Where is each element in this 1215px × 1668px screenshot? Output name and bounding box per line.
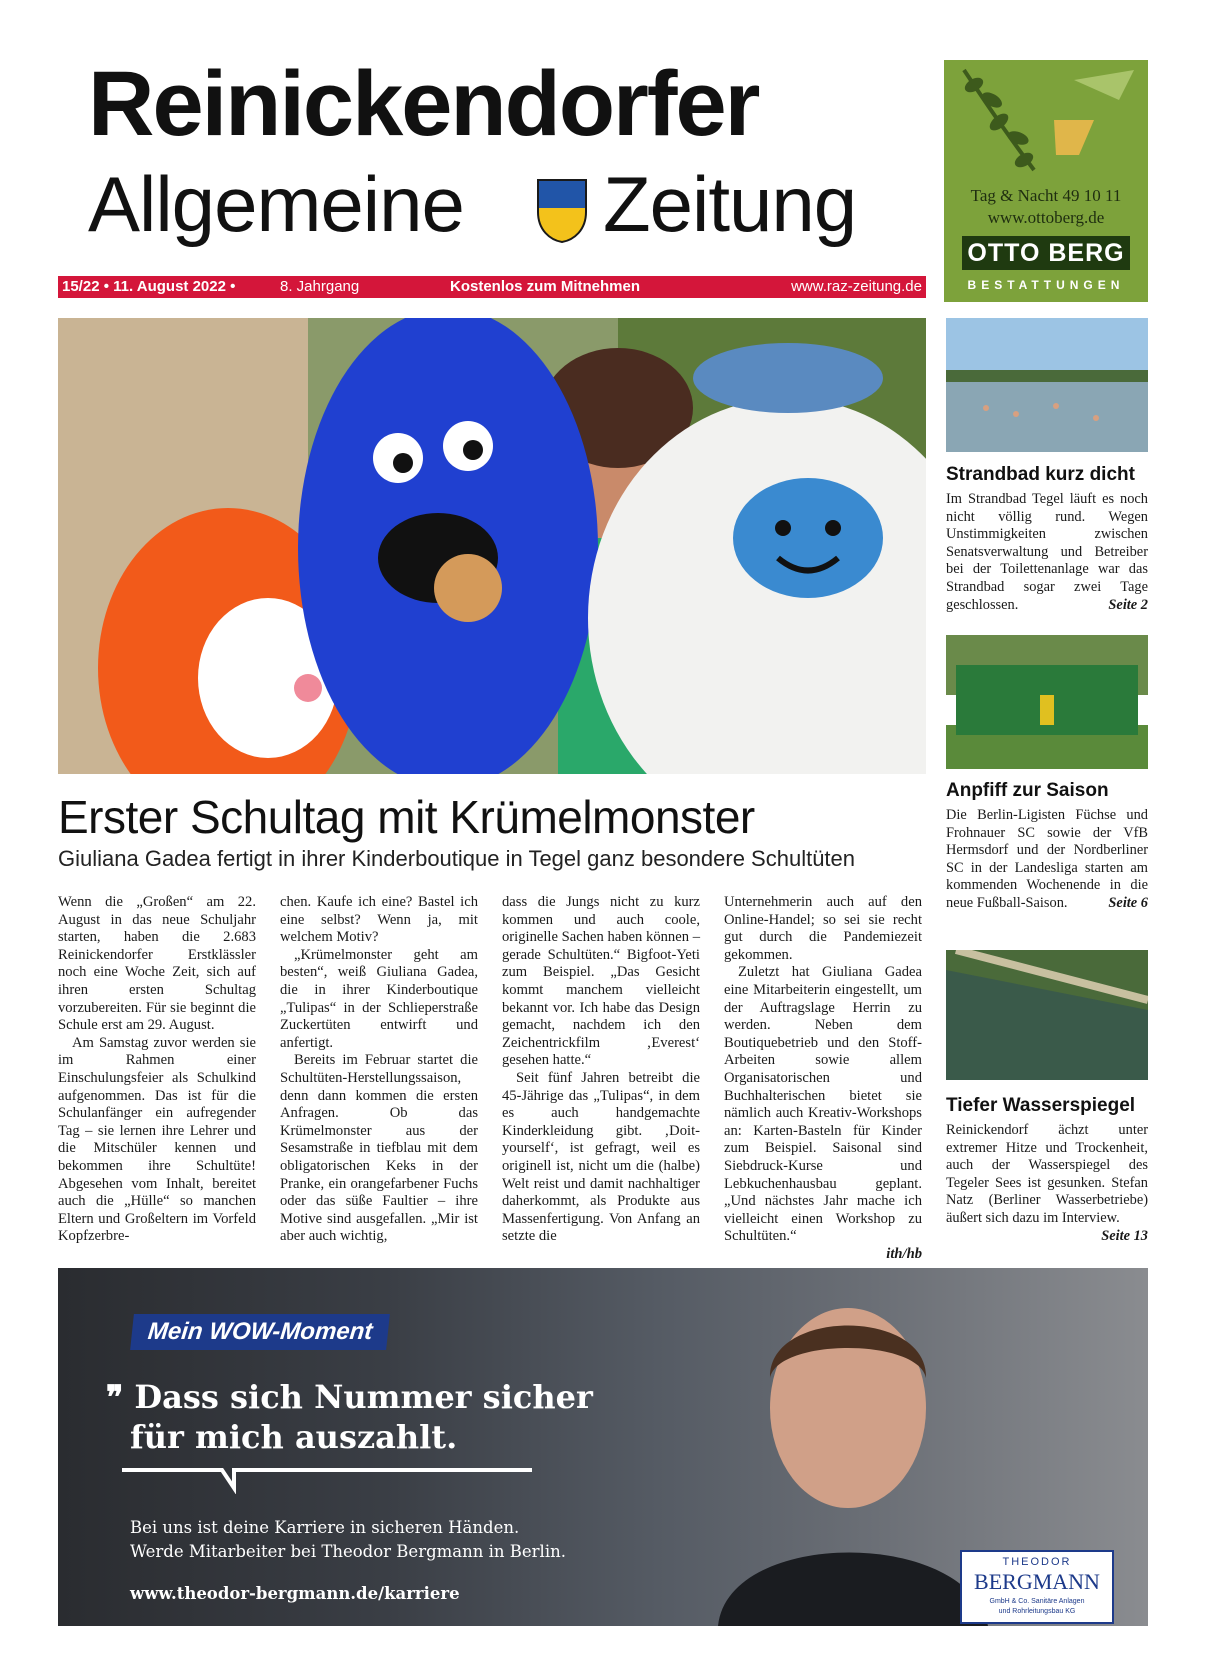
main-subheadline: Giuliana Gadea fertigt in ihrer Kinderboutique in Tegel ganz besondere Schultüten	[58, 846, 856, 871]
main-headline: Erster Schultag mit Krümelmonster	[58, 791, 755, 843]
logo-top-text: THEODOR	[1002, 1556, 1072, 1568]
masthead-title-allgemeine: Allgemeine	[88, 160, 464, 248]
otto-phone: Tag & Nacht 49 10 11	[970, 186, 1122, 205]
sidebar-text-body: Im Strandbad Tegel läuft es noch nicht völlig rund. Wegen Unstimmigkeiten zwischen Senatsverwaltung und Betreiber bei der Toilettenanlage war das Strandbad sogar zwei Tage geschlossen.	[946, 491, 1148, 613]
article-paragraph: Zuletzt hat Giuliana Gadea eine Mitarbeiterin eingestellt, um der Auftragslage Herrin zu werden. Neben dem Boutiquebetrieb und den Stoff-Arbeiten sowie allem Organisatorischen und Buchhalterischen bietet sie nämlich auch Kreativ-Workshops an: Karten-Basteln für Kinder zum Beispiel. Saisonal sind Siebdruck-Kurse und Lebkuchenhausbau geplant. „Und nächstes Jahr mache ich vielleicht einen Workshop zu Schultüten.“	[724, 964, 922, 1245]
sidebar-page-ref[interactable]: Seite 2	[1108, 596, 1148, 613]
sidebar-page-ref[interactable]: Seite 6	[1108, 894, 1148, 911]
main-photo	[58, 318, 926, 774]
article-paragraph: Seit fünf Jahren betreibt die 45-Jährige das „Tulipas“, in dem es auch handgemachte Kinderkleidung gibt. ‚Doit-yourself‘, ist gefragt, weil es originell ist, nicht um die (halbe) Welt reist und damit nachhaltiger daherkommt, als Produkte aus Massenfertigung. Von Anfang an setzte die	[502, 1069, 700, 1245]
sidebar-text-body: Die Berlin-Ligisten Füchse und Frohnauer SC sowie der VfB Hermsdorf und der Nordberliner SC in der Landesliga starten am kommenden Wochenende in die neue Fußball-Saison.	[946, 807, 1148, 911]
website-link[interactable]: www.raz-zeitung.de	[791, 278, 922, 295]
bergmann-ad[interactable]	[58, 1268, 1148, 1626]
logo-sub-text2: und Rohrleitungsbau KG	[998, 1608, 1076, 1615]
sidebar-headline[interactable]: Anpfiff zur Saison	[946, 780, 1109, 801]
logo-sub-text1: GmbH & Co. Sanitäre Anlagen	[989, 1598, 1085, 1605]
otto-subtitle: BESTATTUNGEN	[967, 278, 1125, 292]
sidebar-photo-lake	[946, 950, 1148, 1080]
speech-bubble-line	[122, 1464, 542, 1494]
ad-quote-line1	[106, 1378, 593, 1416]
sidebar-headline[interactable]: Tiefer Wasserspiegel	[946, 1095, 1136, 1116]
article-paragraph: Bereits im Februar startet die Schultüten-Herstellungssaison, denn dann kommen die ersten Anfragen. Ob das Krümelmonster aus der Sesamstraße in tiefblau mit dem obligatorischen Keks in der Pranke, ein orangefarbener Fuchs oder das süße Faultier – ihre Motive sind ausgefallen. „Mir ist aber auch wichtig,	[280, 1052, 478, 1245]
article-paragraph: Unternehmerin auch auf den Online-Handel; so sei sie recht gut durch die Pandemiezeit gekommen.	[724, 894, 922, 963]
ad-quote-text: Dass sich Nummer sicher	[134, 1378, 593, 1416]
masthead-title-zeitung: Zeitung	[603, 160, 857, 248]
wow-badge: Mein WOW-Moment	[130, 1314, 390, 1350]
lake-shore-illustration	[946, 950, 1148, 1080]
article-paragraph: dass die Jungs nicht zu kurz kommen und auch coole, originelle Sachen haben können – gerade Schultüten.“ Bigfoot-Yeti zum Beispiel. „Das Gesicht kommt manchem vielleicht bekannt vor. Ich habe das Design gemacht, nachdem ich den Zeichentrickfilm ‚Everest‘ gesehen hatte.“	[502, 894, 700, 1069]
article-column-3	[502, 894, 700, 1246]
article-paragraph: Wenn die „Großen“ am 22. August in das neue Schuljahr starten, haben die 2.683 Reinickendorfer Erstklässler noch eine Woche Zeit, sich auf ihren ersten Schultag vorzubereiten. Für sie beginnt die Schule erst am 29. August.	[58, 894, 256, 1034]
bergmann-logo	[960, 1550, 1114, 1624]
sidebar-page-ref[interactable]: Seite 13	[1101, 1227, 1148, 1244]
logo-main-text: BERGMANN	[974, 1569, 1100, 1594]
sidebar-photo-beach	[946, 318, 1148, 452]
sidebar-text	[946, 1122, 1148, 1245]
beach-illustration	[946, 318, 1148, 452]
ad-body-line1: Bei uns ist deine Karriere in sicheren Händen.	[130, 1518, 520, 1537]
schooltute-puppets-illustration	[58, 318, 926, 774]
otto-website[interactable]: www.ottoberg.de	[987, 208, 1105, 227]
issue-info-bar	[58, 276, 926, 298]
football-team-illustration	[946, 635, 1148, 769]
sidebar-text	[946, 807, 1148, 913]
crest-icon	[536, 178, 588, 244]
issue-date: 15/22 • 11. August 2022 •	[62, 278, 236, 295]
free-label: Kostenlos zum Mitnehmen	[450, 278, 641, 295]
sidebar-photo-team	[946, 635, 1148, 769]
sidebar-headline[interactable]: Strandbad kurz dicht	[946, 464, 1135, 485]
article-column-2	[280, 894, 478, 1246]
ad-url-link[interactable]: www.theodor-bergmann.de/karriere	[130, 1584, 460, 1603]
article-paragraph: „Krümelmonster geht am besten“, weiß Giuliana Gadea, die in ihrer Kinderboutique „Tulipas“ in der Schlieperstraße Zuckertüten entwirft und anfertigt.	[280, 946, 478, 1051]
article-paragraph: chen. Kaufe ich eine? Bastel ich eine selbst? Wenn ja, mit welchem Motiv?	[280, 894, 478, 946]
leaf-branch-icon	[944, 60, 1148, 180]
sidebar-text	[946, 491, 1148, 614]
article-column-4	[724, 894, 922, 1263]
masthead-title-line1: Reinickendorfer	[88, 53, 759, 155]
ad-body-line2: Werde Mitarbeiter bei Theodor Bergmann in Berlin.	[130, 1542, 566, 1561]
otto-berg-ad[interactable]	[944, 60, 1148, 302]
ad-quote-line2: für mich auszahlt.	[130, 1418, 458, 1456]
article-column-1	[58, 894, 256, 1246]
issue-volume: 8. Jahrgang	[280, 278, 360, 295]
article-signature: ith/hb	[886, 1245, 922, 1262]
article-paragraph: Am Samstag zuvor werden sie im Rahmen einer Einschulungsfeier als Schulkind aufgenommen. Das ist für die Schulanfänger ein aufregender Tag – sie lernen ihre Lehrer und die Mitschüler kennen und bekommen ihre Schultüte! Abgesehen vom Inhalt, bereitet auch die „Hülle“ so manchen Eltern und Großeltern im Vorfeld Kopfzerbre-	[58, 1034, 256, 1245]
otto-logo: OTTO BERG	[962, 236, 1130, 270]
sidebar-text-body: Reinickendorf ächzt unter extremer Hitze und Trockenheit, auch der Wasserspiegel des Tegeler Sees ist gesunken. Stefan Natz (Berliner Wasserbetriebe) äußert sich dazu im Interview.	[946, 1122, 1148, 1226]
quote-mark-icon: ❞	[106, 1378, 135, 1416]
